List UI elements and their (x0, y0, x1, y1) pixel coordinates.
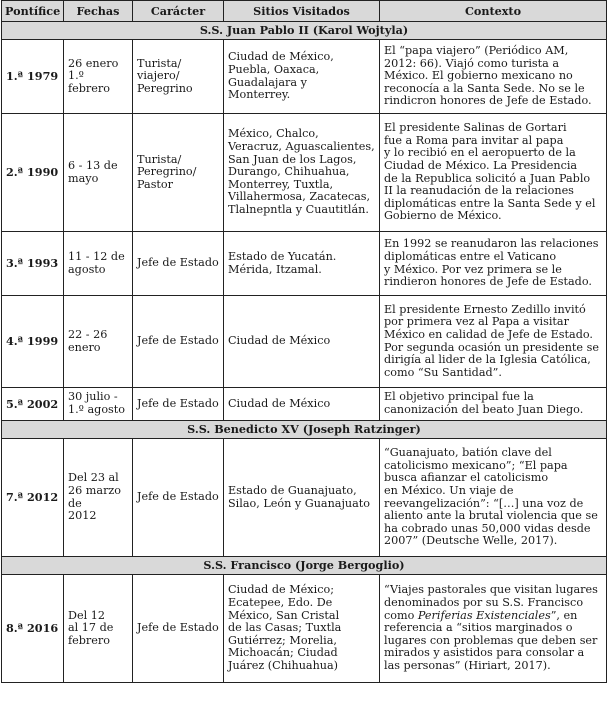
visit-character: Jefe de Estado (133, 296, 224, 388)
visit-character: Turista/ Peregrino/ Pastor (133, 114, 224, 232)
visit-sites: Ciudad de México (224, 296, 380, 388)
visit-year: 2.ª 1990 (2, 114, 64, 232)
italic-term: Periferias Existenciales (417, 608, 551, 622)
header-pontifice: Pontífice (2, 1, 64, 22)
section-row (2, 557, 607, 575)
visit-context: El presidente Ernesto Zedillo invitó por primera vez al Papa a visitar México en calidad de Jefe de Estado. Por segunda ocasión un presidente se dirigía al lider de la Iglesia Católica, como “Su Santidad”. (380, 296, 607, 388)
visit-year: 4.ª 1999 (2, 296, 64, 388)
visit-dates: Del 23 al 26 marzo de 2012 (64, 439, 133, 557)
visit-dates: 22 - 26 enero (64, 296, 133, 388)
header-sitios: Sitios Visitados (224, 1, 380, 22)
section-row (2, 22, 607, 40)
section-title: S.S. Benedicto XV (Joseph Ratzinger) (2, 421, 607, 439)
visit-sites: Ciudad de México; Ecatepee, Edo. De México, San Cristal de las Casas; Tuxtla Gutiérrez; Morelia, Michoacán; Ciudad Juárez (Chihuahua) (224, 575, 380, 683)
table-row (2, 232, 607, 296)
table-row (2, 296, 607, 388)
table-row (2, 439, 607, 557)
header-caracter: Carácter (133, 1, 224, 22)
visit-character: Jefe de Estado (133, 232, 224, 296)
visit-sites: Ciudad de México, Puebla, Oaxaca, Guadalajara y Monterrey. (224, 40, 380, 114)
visit-context: En 1992 se reanudaron las relaciones diplomáticas entre el Vaticano y México. Por vez primera se le rindieron honores de Jefe de Estado. (380, 232, 607, 296)
visit-context: El “papa viajero” (Periódico AM, 2012: 66). Viajó como turista a México. El gobierno mexicano no reconocía a la Santa Sede. No se le rindicron honores de Jefe de Estado. (380, 40, 607, 114)
visit-context: “Viajes pastorales que visitan lugares denominados por su S.S. Francisco como Periferias Existenciales”, en referencia a “sitios marginados o lugares con problemas que deben ser mirados y asistidos para consolar a las personas” (Hiriart, 2017). (380, 575, 607, 683)
visit-year: 5.ª 2002 (2, 388, 64, 421)
visit-year: 8.ª 2016 (2, 575, 64, 683)
section-title: S.S. Francisco (Jorge Bergoglio) (2, 557, 607, 575)
visit-character: Jefe de Estado (133, 388, 224, 421)
visit-sites: Estado de Yucatán. Mérida, Itzamal. (224, 232, 380, 296)
visit-character: Jefe de Estado (133, 575, 224, 683)
visit-year: 1.ª 1979 (2, 40, 64, 114)
visit-dates: 11 - 12 de agosto (64, 232, 133, 296)
papal-visits-table (1, 0, 607, 683)
visit-context: El presidente Salinas de Gortari fue a Roma para invitar al papa y lo recibió en el aeropuerto de la Ciudad de México. La Presidencia de la Republica solicitó a Juan Pablo II la reanudación de la relaciones diplomáticas entre la Santa Sede y el Gobierno de México. (380, 114, 607, 232)
table-row (2, 40, 607, 114)
visit-character: Turista/ viajero/ Peregrino (133, 40, 224, 114)
visit-context: “Guanajuato, batión clave del catolicismo mexicano”; “El papa busca afianzar el catolicismo en México. Un viaje de reevangelización”: “[…] una voz de aliento ante la brutal violencia que se ha cobrado unas 50,000 vidas desde 2007” (Deutsche Welle, 2017). (380, 439, 607, 557)
table-row (2, 575, 607, 683)
visit-context: El objetivo principal fue la canonización del beato Juan Diego. (380, 388, 607, 421)
visit-sites: México, Chalco, Veracruz, Aguascalientes, San Juan de los Lagos, Durango, Chihuahua, Monterrey, Tuxtla, Villahermosa, Zacatecas, Tlalnepntla y Cuautitlán. (224, 114, 380, 232)
header-row (2, 1, 607, 22)
visit-character: Jefe de Estado (133, 439, 224, 557)
visit-dates: 6 - 13 de mayo (64, 114, 133, 232)
section-title: S.S. Juan Pablo II (Karol Wojtyla) (2, 22, 607, 40)
header-contexto: Contexto (380, 1, 607, 22)
table-row (2, 388, 607, 421)
visit-dates: Del 12 al 17 de febrero (64, 575, 133, 683)
visit-year: 7.ª 2012 (2, 439, 64, 557)
table-row (2, 114, 607, 232)
header-fechas: Fechas (64, 1, 133, 22)
visit-dates: 30 julio - 1.º agosto (64, 388, 133, 421)
visit-sites: Estado de Guanajuato, Silao, León y Guanajuato (224, 439, 380, 557)
section-row (2, 421, 607, 439)
visit-dates: 26 enero 1.º febrero (64, 40, 133, 114)
visit-year: 3.ª 1993 (2, 232, 64, 296)
visit-sites: Ciudad de México (224, 388, 380, 421)
